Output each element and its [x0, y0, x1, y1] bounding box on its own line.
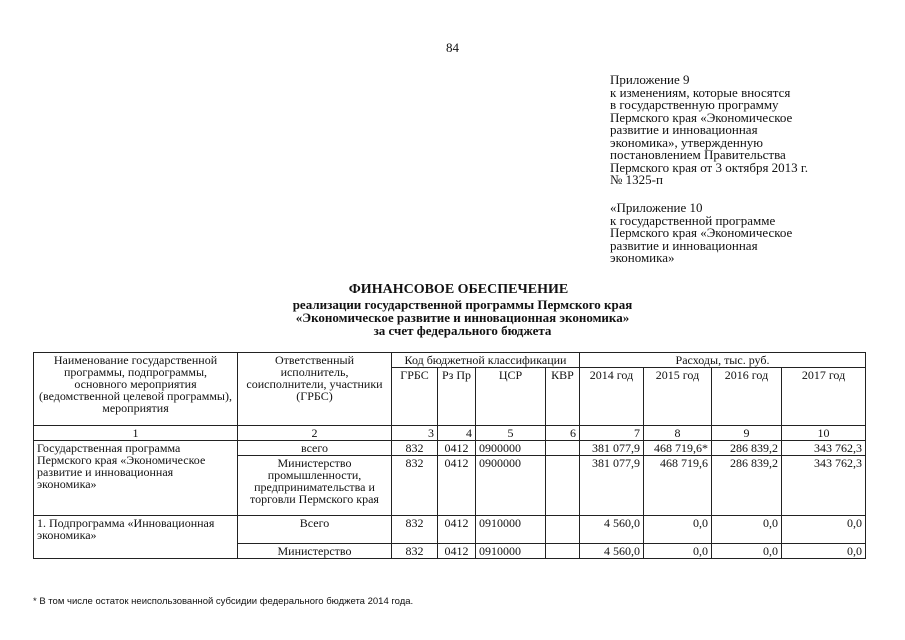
- row-2017: 343 762,3: [782, 441, 866, 456]
- header-csr: ЦСР: [476, 368, 546, 426]
- document-title-block: [0, 282, 905, 337]
- row-grbs: 832: [392, 544, 438, 559]
- row-rzpr: 0412: [438, 441, 476, 456]
- header-row-1: [34, 353, 866, 368]
- row-executor: всего: [238, 441, 392, 456]
- row-2017: 0,0: [782, 516, 866, 544]
- header-kvr: КВР: [546, 368, 580, 426]
- row-kvr: [546, 544, 580, 559]
- annex-line: Пермского края «Экономическое: [610, 225, 793, 240]
- row-2015: 0,0: [644, 544, 712, 559]
- row-grbs: 832: [392, 456, 438, 516]
- subtitle-line: «Экономическое развитие и инновационная экономика»: [295, 310, 630, 325]
- header-executor: Ответственный исполнитель, соисполнители, участники (ГРБС): [238, 353, 392, 426]
- column-number: 8: [644, 426, 712, 441]
- annex-line: Приложение 9: [610, 72, 690, 87]
- table-row: [34, 516, 866, 544]
- row-2014: 4 560,0: [580, 544, 644, 559]
- row-csr: 0900000: [476, 456, 546, 516]
- row-2014: 381 077,9: [580, 456, 644, 516]
- column-number: 6: [546, 426, 580, 441]
- annex-line: развитие и инновационная: [610, 237, 758, 253]
- annex-line: к изменениям, которые вносятся: [610, 84, 791, 100]
- row-rzpr: 0412: [438, 516, 476, 544]
- row-kvr: [546, 441, 580, 456]
- row-2016: 286 839,2: [712, 441, 782, 456]
- page-number: 84: [446, 40, 459, 55]
- header-budget-code: Код бюджетной классификации: [392, 353, 580, 368]
- row-2016: 0,0: [712, 544, 782, 559]
- row-2016: 286 839,2: [712, 456, 782, 516]
- table-row: [34, 441, 866, 456]
- row-executor: Министерство промышленности, предпринимательства и торговли Пермского края: [238, 456, 392, 516]
- row-executor: Министерство: [238, 544, 392, 559]
- header-2017: 2017 год: [782, 368, 866, 426]
- header-grbs: ГРБС: [392, 368, 438, 426]
- annex-line: «Приложение 10: [610, 200, 703, 215]
- row-2015: 468 719,6: [644, 456, 712, 516]
- row-grbs: 832: [392, 441, 438, 456]
- column-number-row: [34, 426, 866, 441]
- annex-line: развитие и инновационная: [610, 122, 758, 137]
- column-number: 5: [476, 426, 546, 441]
- row-csr: 0910000: [476, 516, 546, 544]
- row-2014: 4 560,0: [580, 516, 644, 544]
- header-2016: 2016 год: [712, 368, 782, 426]
- header-rzpr: Рз Пр: [438, 368, 476, 426]
- row-rzpr: 0412: [438, 544, 476, 559]
- annex-line: экономика», утвержденную: [610, 134, 764, 150]
- row-2017: 0,0: [782, 544, 866, 559]
- annex-line: постановлением Правительства: [610, 147, 786, 162]
- row-2016: 0,0: [712, 516, 782, 544]
- row-name: Государственная программа Пермского края «Экономическое развитие и инновационная экономика»: [34, 441, 238, 516]
- financing-table: [33, 352, 866, 559]
- annex-line: к государственной программе: [610, 212, 776, 228]
- annex-line: № 1325-п: [610, 172, 663, 187]
- annex-line: экономика»: [610, 250, 675, 265]
- row-2015: 0,0: [644, 516, 712, 544]
- column-number: 4: [438, 426, 476, 441]
- row-2015: 468 719,6*: [644, 441, 712, 456]
- column-number: 1: [34, 426, 238, 441]
- annex-line: Пермского края от 3 октября 2013 г.: [610, 159, 809, 175]
- header-2014: 2014 год: [580, 368, 644, 426]
- annex-line: Пермского края «Экономическое: [610, 109, 793, 125]
- row-kvr: [546, 456, 580, 516]
- row-grbs: 832: [392, 516, 438, 544]
- row-rzpr: 0412: [438, 456, 476, 516]
- footnote: * В том числе остаток неиспользованной субсидии федерального бюджета 2014 года.: [33, 596, 414, 607]
- annex-line: в государственную программу: [610, 97, 779, 112]
- row-csr: 0910000: [476, 544, 546, 559]
- header-expenses: Расходы, тыс. руб.: [580, 353, 866, 368]
- row-kvr: [546, 516, 580, 544]
- annex-block-2: [610, 202, 792, 265]
- subtitle-line: за счет федерального бюджета: [373, 323, 552, 338]
- annex-block-1: [610, 74, 808, 187]
- column-number: 9: [712, 426, 782, 441]
- subtitle-line: реализации государственной программы Пермского края: [292, 297, 633, 312]
- row-2017: 343 762,3: [782, 456, 866, 516]
- column-number: 3: [392, 426, 438, 441]
- header-name: Наименование государственной программы, подпрограммы, основного мероприятия (ведомственной целевой программы), мероприятия: [34, 353, 238, 426]
- row-csr: 0900000: [476, 441, 546, 456]
- document-title: ФИНАНСОВОЕ ОБЕСПЕЧЕНИЕ: [348, 282, 569, 297]
- header-2015: 2015 год: [644, 368, 712, 426]
- column-number: 2: [238, 426, 392, 441]
- row-2014: 381 077,9: [580, 441, 644, 456]
- row-name: 1. Подпрограмма «Инновационная экономика»: [34, 516, 238, 559]
- document-subtitle: [20, 298, 905, 337]
- column-number: 10: [782, 426, 866, 441]
- row-executor: Всего: [238, 516, 392, 544]
- column-number: 7: [580, 426, 644, 441]
